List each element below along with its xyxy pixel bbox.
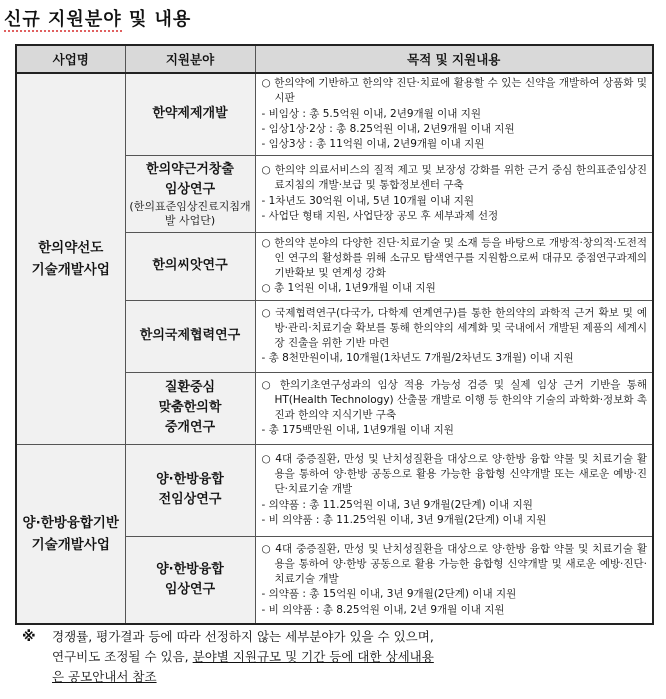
program-name-line: 양·한방융합기반	[22, 514, 119, 531]
support-area	[125, 372, 255, 444]
program-name	[16, 444, 125, 624]
footnote-line-2-text: 연구비도 조정될 수 있음,	[52, 649, 193, 664]
support-area-line: 양·한방융합	[156, 561, 224, 577]
header-program: 사업명	[16, 45, 125, 73]
program-name-line: 기술개발사업	[31, 536, 110, 553]
description-item: ○ 한의약 분야의 다양한 진단·치료기술 및 소재 등을 바탕으로 개방적·창의적·도전적인 연구의 활성화를 위해 소규모 탐색연구를 지원함으로써 대규모 중점연구과제의 기반확보 및 연계성 강화	[261, 236, 647, 279]
support-description	[255, 536, 653, 624]
footnote	[22, 627, 642, 687]
description-item: ○ 4대 중증질환, 만성 및 난치성질환을 대상으로 양·한방 융합 약물 및 치료기술 활용을 통하여 양·한방 공동으로 활용 가능한 융합형 신약개발 또는 새로운 예방·진단·치료기술 개발	[261, 452, 647, 496]
support-area-note: (한의표준임상진료지침개발 사업단)	[129, 199, 251, 227]
description-subitem: - 의약품 : 총 15억원 이내, 3년 9개월(2단계) 이내 지원	[261, 588, 517, 601]
description-subitem: - 임상3상 : 총 11억원 이내, 2년9개월 이내 지원	[261, 138, 485, 151]
program-name	[16, 73, 125, 444]
page-title	[4, 5, 191, 31]
support-description	[255, 444, 653, 536]
description-subitem: - 비임상 : 총 5.5억원 이내, 2년9개월 이내 지원	[261, 107, 482, 120]
program-name-line: 기술개발사업	[31, 261, 110, 278]
support-area	[125, 232, 255, 300]
title-highlight: 신규 지원분야	[4, 9, 122, 30]
support-area	[125, 444, 255, 536]
footnote-underlined-2: 은 공모안내서 참조	[52, 669, 157, 684]
reference-mark: ※	[22, 629, 36, 645]
title-suffix: 및 내용	[121, 9, 192, 30]
table-row	[16, 73, 653, 155]
support-table	[15, 44, 654, 625]
table-row	[16, 444, 653, 536]
support-area-line: 전임상연구	[158, 492, 222, 507]
description-subitem: - 비 의약품 : 총 8.25억원 이내, 2년 9개월 이내 지원	[261, 603, 505, 616]
support-description	[255, 300, 653, 372]
support-area-line: 임상연구	[164, 181, 216, 197]
description-item: ○ 국제협력연구(다국가, 다학제 연계연구)를 통한 한의약의 과학적 근거 확보 및 예방·관리·치료기술 확보를 통해 한의약의 세계화 및 국내에서 개발된 제품의 세계시장 진출을 위한 기반 마련	[261, 306, 647, 349]
description-item: ○ 한의기초연구성과의 임상 적용 가능성 검증 및 실제 임상 근거 기반을 통해 HT(Health Technology) 산출물 개발로 이행 등 한의약 기술의 과학화·정보화 촉진과 한의약 지식기반 구축	[261, 378, 647, 421]
description-subitem: - 비 의약품 : 총 11.25억원 이내, 3년 9개월(2단계) 이내 지원	[261, 513, 547, 526]
support-area-line: 임상연구	[164, 581, 216, 597]
support-area-line: 중개연구	[164, 420, 216, 435]
footnote-line-2	[22, 647, 642, 667]
support-description	[255, 372, 653, 444]
header-content: 목적 및 지원내용	[255, 45, 653, 73]
support-area	[125, 155, 255, 232]
header-row	[16, 45, 653, 73]
description-subitem: - 총 175백만원 이내, 1년9개월 이내 지원	[261, 424, 454, 437]
support-area	[125, 536, 255, 624]
description-subitem: - 1차년도 30억원 이내, 5년 10개월 이내 지원	[261, 194, 475, 207]
description-subitem: - 의약품 : 총 11.25억원 이내, 3년 9개월(2단계) 이내 지원	[261, 498, 533, 511]
support-description	[255, 73, 653, 155]
support-description	[255, 155, 653, 232]
footnote-line-3	[22, 667, 642, 687]
program-name-line: 한의약선도	[38, 239, 104, 256]
support-area-line: 한의씨앗연구	[152, 258, 228, 273]
support-area	[125, 300, 255, 372]
support-area	[125, 73, 255, 155]
footnote-line-1: 경쟁률, 평가결과 등에 따라 선정하지 않는 세부분야가 있을 수 있으며,	[52, 629, 434, 644]
description-subitem: - 총 8천만원이내, 10개월(1차년도 7개월/2차년도 3개월) 이내 지원	[261, 352, 574, 365]
support-area-line: 한의국제협력연구	[139, 328, 241, 343]
description-subitem: - 사업단 형태 지원, 사업단장 공모 후 세부과제 선정	[261, 209, 499, 222]
description-item: ○ 한의약에 기반하고 한의약 진단·치료에 활용할 수 있는 신약을 개발하여 상품화 및 시판	[261, 77, 647, 105]
support-area-line: 한의약근거창출	[146, 161, 234, 177]
support-description	[255, 232, 653, 300]
support-area-line: 한약제제개발	[152, 106, 228, 122]
description-item: ○ 한의약 의료서비스의 질적 제고 및 보장성 강화를 위한 근거 중심 한의표준임상진료지침의 개발·보급 및 통합정보센터 구축	[261, 164, 647, 192]
support-area-line: 맞춤한의학	[158, 400, 222, 415]
header-area: 지원분야	[125, 45, 255, 73]
description-item: ○ 4대 중증질환, 만성 및 난치성질환을 대상으로 양·한방 융합 약물 및 치료기술 활용을 통하여 양·한방 공동으로 활용 가능한 융합형 신약개발 및 새로운 예방·진단·치료기술 개발	[261, 542, 647, 586]
description-subitem: - 임상1상·2상 : 총 8.25억원 이내, 2년9개월 이내 지원	[261, 122, 515, 135]
support-area-line: 양·한방융합	[156, 472, 224, 487]
footnote-underlined-1: 분야별 지원규모 및 기간 등에 대한 상세내용	[192, 649, 434, 664]
support-area-line: 질환중심	[164, 380, 216, 395]
description-item: ○ 총 1억원 이내, 1년9개월 이내 지원	[261, 282, 436, 295]
